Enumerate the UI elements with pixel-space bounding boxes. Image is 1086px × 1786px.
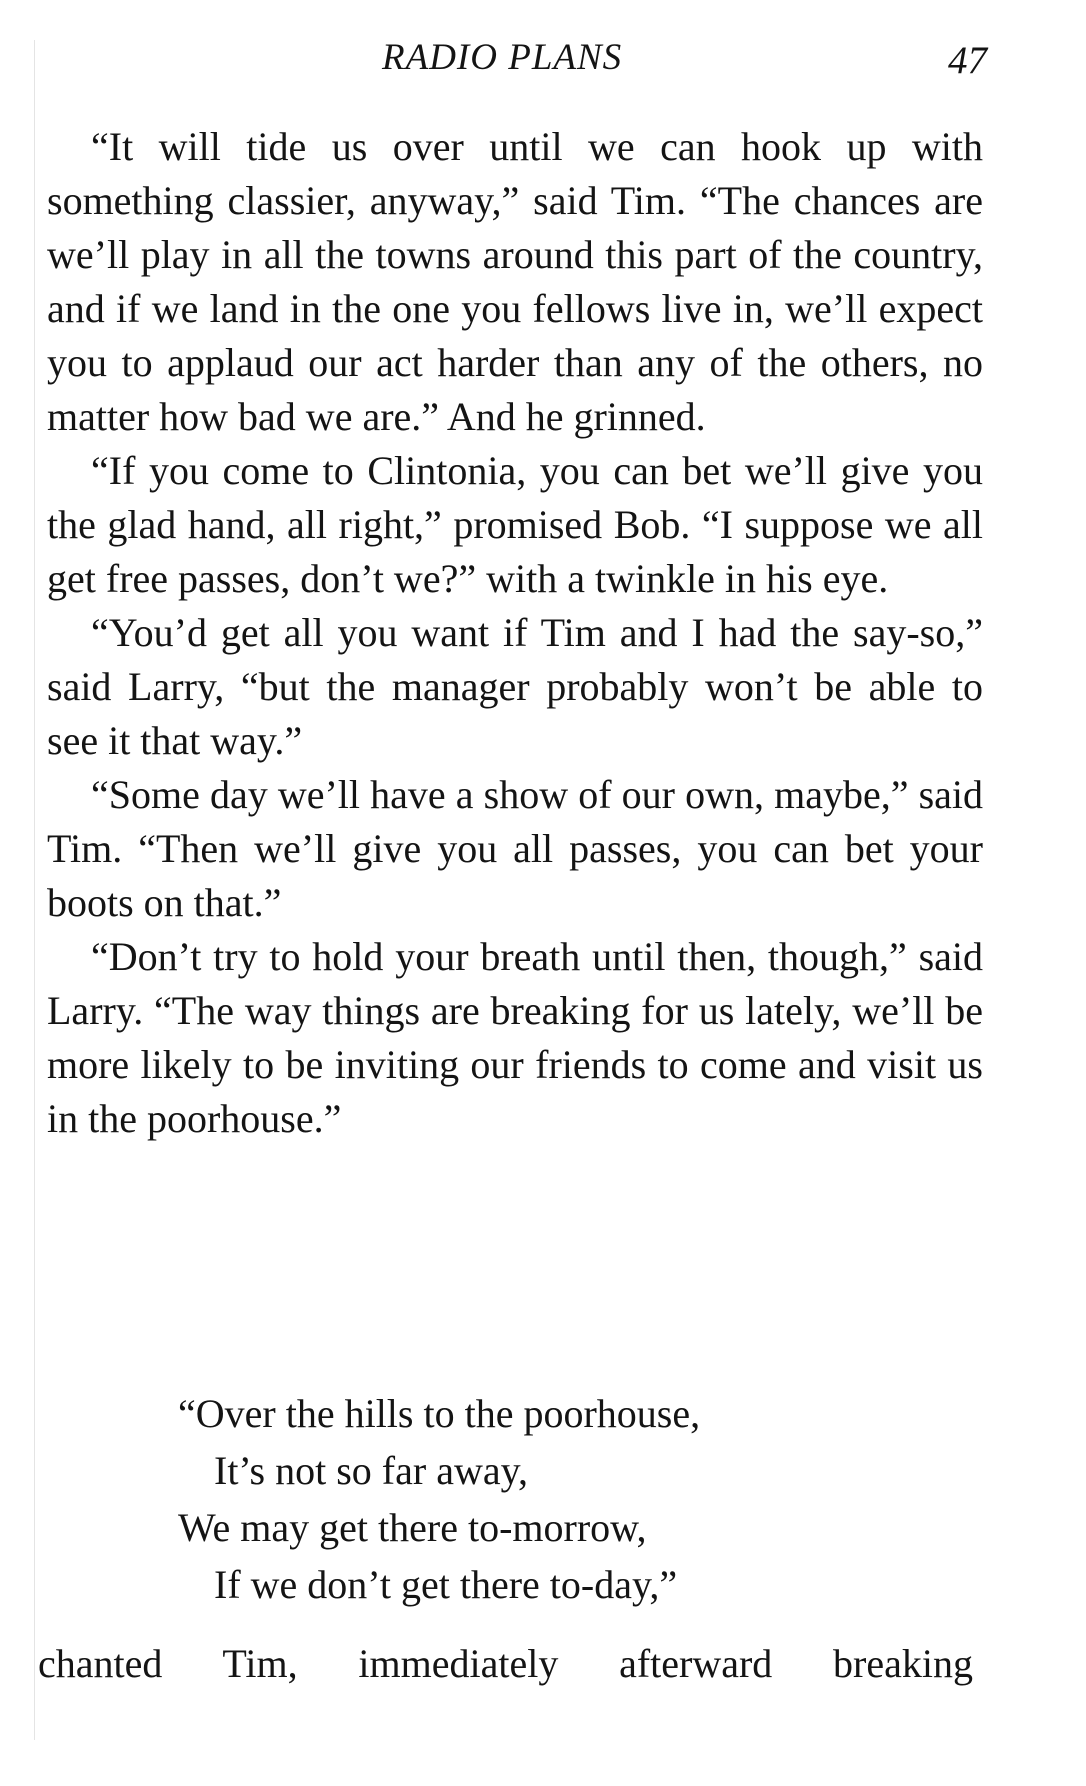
paragraph: “Don’t try to hold your breath until then, though,” said Larry. “The way things are breaking for us lately, we’ll be more likely to be inviting our friends to come and visit us in the poorhouse.” (47, 934, 983, 1141)
running-title: RADIO PLANS (382, 37, 623, 78)
paragraph: “If you come to Clintonia, you can bet we’ll give you the glad hand, all right,” promised Bob. “I suppose we all get free passes, don’t we?” with a twinkle in his eye. (47, 448, 983, 601)
verse-block (178, 1385, 958, 1613)
verse-line: If we don’t get there to-day,” (214, 1562, 678, 1607)
closing-line: chanted Tim, immediately afterward breaking (38, 1641, 973, 1686)
paragraph: “Some day we’ll have a show of our own, maybe,” said Tim. “Then we’ll give you all passes, you can bet your boots on that.” (47, 772, 983, 925)
page-number: 47 (948, 39, 987, 82)
verse-line: We may get there to-morrow, (178, 1505, 647, 1550)
paragraph: “You’d get all you want if Tim and I had the say-so,” said Larry, “but the manager probably won’t be able to see it that way.” (47, 610, 983, 763)
verse-line: It’s not so far away, (214, 1448, 528, 1493)
verse-line: “Over the hills to the poorhouse, (178, 1391, 701, 1436)
page-edge-divider (34, 40, 35, 1740)
paragraph: “It will tide us over until we can hook up with something classier, anyway,” said Tim. “The chances are we’ll play in all the towns around this part of the country, and if we land in the one you fellows live in, we’ll expect you to applaud our act harder than any of the others, no matter how bad we are.” And he grinned. (47, 124, 983, 439)
body-text (47, 120, 983, 1146)
